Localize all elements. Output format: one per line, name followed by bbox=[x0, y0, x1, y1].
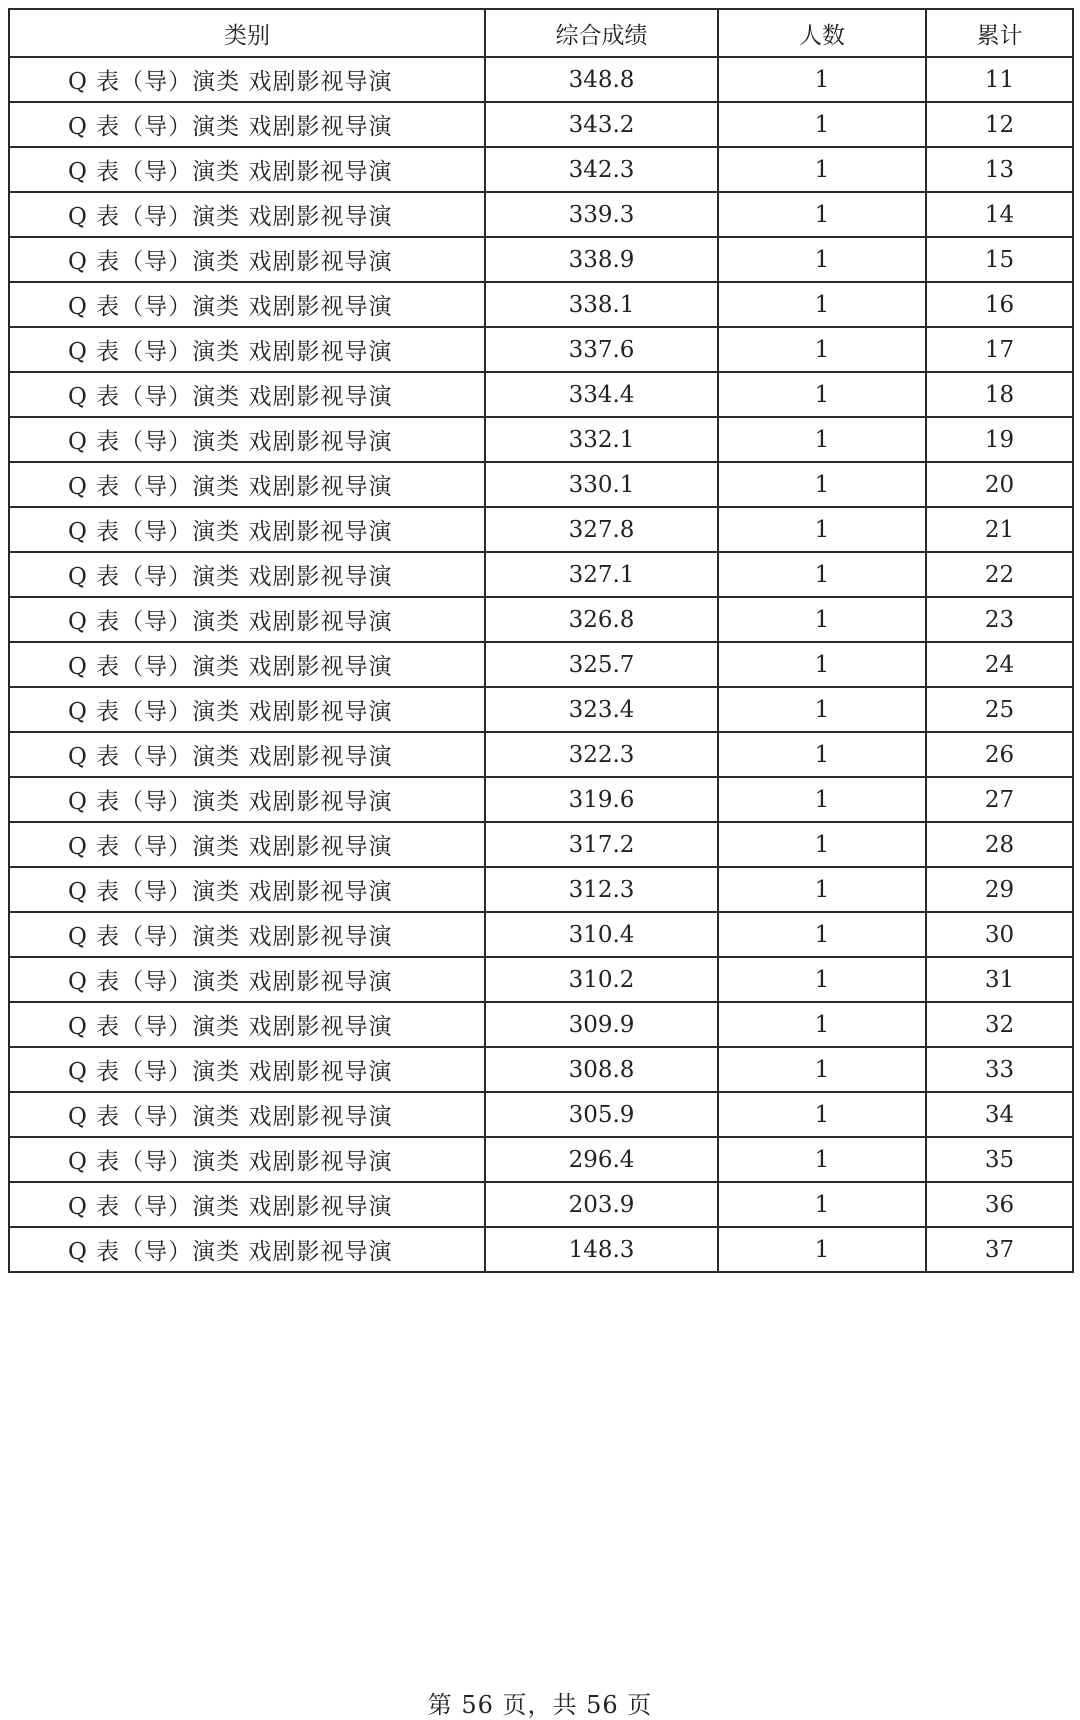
table-row bbox=[9, 732, 1073, 777]
cell-cumulative: 27 bbox=[926, 777, 1073, 822]
cell-count: 1 bbox=[718, 777, 926, 822]
table-row bbox=[9, 192, 1073, 237]
cell-category: Q 表（导）演类 戏剧影视导演 bbox=[9, 102, 485, 147]
page-number: 第 56 页，共 56 页 bbox=[427, 1691, 653, 1719]
cell-score: 203.9 bbox=[485, 1182, 718, 1227]
table-row bbox=[9, 57, 1073, 102]
cell-count: 1 bbox=[718, 552, 926, 597]
cell-score: 319.6 bbox=[485, 777, 718, 822]
cell-cumulative: 33 bbox=[926, 1047, 1073, 1092]
table-row bbox=[9, 417, 1073, 462]
table-row bbox=[9, 912, 1073, 957]
cell-cumulative: 30 bbox=[926, 912, 1073, 957]
table-row bbox=[9, 957, 1073, 1002]
table-row bbox=[9, 327, 1073, 372]
cell-category: Q 表（导）演类 戏剧影视导演 bbox=[9, 687, 485, 732]
header-count: 人数 bbox=[718, 9, 926, 57]
table-row bbox=[9, 1092, 1073, 1137]
cell-score: 312.3 bbox=[485, 867, 718, 912]
cell-category: Q 表（导）演类 戏剧影视导演 bbox=[9, 147, 485, 192]
cell-cumulative: 15 bbox=[926, 237, 1073, 282]
table-row bbox=[9, 1137, 1073, 1182]
cell-score: 327.1 bbox=[485, 552, 718, 597]
cell-cumulative: 35 bbox=[926, 1137, 1073, 1182]
table-row bbox=[9, 372, 1073, 417]
cell-cumulative: 28 bbox=[926, 822, 1073, 867]
table-row bbox=[9, 687, 1073, 732]
table-row bbox=[9, 822, 1073, 867]
cell-cumulative: 36 bbox=[926, 1182, 1073, 1227]
cell-count: 1 bbox=[718, 237, 926, 282]
cell-category: Q 表（导）演类 戏剧影视导演 bbox=[9, 1227, 485, 1272]
cell-category: Q 表（导）演类 戏剧影视导演 bbox=[9, 732, 485, 777]
table-row bbox=[9, 1047, 1073, 1092]
cell-count: 1 bbox=[718, 192, 926, 237]
cell-count: 1 bbox=[718, 1002, 926, 1047]
table-row bbox=[9, 462, 1073, 507]
cell-category: Q 表（导）演类 戏剧影视导演 bbox=[9, 372, 485, 417]
header-cumulative: 累计 bbox=[926, 9, 1073, 57]
cell-cumulative: 23 bbox=[926, 597, 1073, 642]
cell-category: Q 表（导）演类 戏剧影视导演 bbox=[9, 417, 485, 462]
cell-count: 1 bbox=[718, 687, 926, 732]
table-row bbox=[9, 552, 1073, 597]
cell-cumulative: 20 bbox=[926, 462, 1073, 507]
cell-category: Q 表（导）演类 戏剧影视导演 bbox=[9, 57, 485, 102]
cell-cumulative: 13 bbox=[926, 147, 1073, 192]
cell-cumulative: 12 bbox=[926, 102, 1073, 147]
cell-count: 1 bbox=[718, 1092, 926, 1137]
cell-score: 334.4 bbox=[485, 372, 718, 417]
cell-category: Q 表（导）演类 戏剧影视导演 bbox=[9, 507, 485, 552]
cell-score: 325.7 bbox=[485, 642, 718, 687]
cell-count: 1 bbox=[718, 912, 926, 957]
cell-category: Q 表（导）演类 戏剧影视导演 bbox=[9, 1047, 485, 1092]
table-body bbox=[9, 57, 1073, 1272]
cell-score: 323.4 bbox=[485, 687, 718, 732]
cell-category: Q 表（导）演类 戏剧影视导演 bbox=[9, 777, 485, 822]
cell-cumulative: 14 bbox=[926, 192, 1073, 237]
cell-score: 317.2 bbox=[485, 822, 718, 867]
table-row bbox=[9, 1002, 1073, 1047]
cell-score: 339.3 bbox=[485, 192, 718, 237]
table-row bbox=[9, 1227, 1073, 1272]
cell-count: 1 bbox=[718, 822, 926, 867]
cell-score: 309.9 bbox=[485, 1002, 718, 1047]
cell-count: 1 bbox=[718, 462, 926, 507]
table-row bbox=[9, 642, 1073, 687]
cell-cumulative: 34 bbox=[926, 1092, 1073, 1137]
cell-cumulative: 22 bbox=[926, 552, 1073, 597]
cell-cumulative: 19 bbox=[926, 417, 1073, 462]
cell-cumulative: 37 bbox=[926, 1227, 1073, 1272]
cell-category: Q 表（导）演类 戏剧影视导演 bbox=[9, 867, 485, 912]
cell-category: Q 表（导）演类 戏剧影视导演 bbox=[9, 1092, 485, 1137]
cell-cumulative: 25 bbox=[926, 687, 1073, 732]
cell-score: 330.1 bbox=[485, 462, 718, 507]
cell-count: 1 bbox=[718, 372, 926, 417]
cell-category: Q 表（导）演类 戏剧影视导演 bbox=[9, 237, 485, 282]
table-row bbox=[9, 597, 1073, 642]
cell-count: 1 bbox=[718, 1137, 926, 1182]
cell-count: 1 bbox=[718, 597, 926, 642]
cell-category: Q 表（导）演类 戏剧影视导演 bbox=[9, 552, 485, 597]
cell-count: 1 bbox=[718, 1227, 926, 1272]
cell-count: 1 bbox=[718, 507, 926, 552]
cell-cumulative: 18 bbox=[926, 372, 1073, 417]
cell-category: Q 表（导）演类 戏剧影视导演 bbox=[9, 597, 485, 642]
header-category: 类别 bbox=[9, 9, 485, 57]
cell-count: 1 bbox=[718, 282, 926, 327]
cell-score: 338.1 bbox=[485, 282, 718, 327]
cell-count: 1 bbox=[718, 57, 926, 102]
cell-score: 322.3 bbox=[485, 732, 718, 777]
score-table bbox=[8, 8, 1074, 1273]
cell-category: Q 表（导）演类 戏剧影视导演 bbox=[9, 822, 485, 867]
cell-score: 148.3 bbox=[485, 1227, 718, 1272]
table-row bbox=[9, 507, 1073, 552]
header-row bbox=[9, 9, 1073, 57]
cell-cumulative: 16 bbox=[926, 282, 1073, 327]
cell-category: Q 表（导）演类 戏剧影视导演 bbox=[9, 192, 485, 237]
cell-cumulative: 29 bbox=[926, 867, 1073, 912]
cell-cumulative: 17 bbox=[926, 327, 1073, 372]
cell-category: Q 表（导）演类 戏剧影视导演 bbox=[9, 1002, 485, 1047]
header-score: 综合成绩 bbox=[485, 9, 718, 57]
cell-count: 1 bbox=[718, 327, 926, 372]
cell-count: 1 bbox=[718, 1047, 926, 1092]
cell-cumulative: 26 bbox=[926, 732, 1073, 777]
cell-cumulative: 24 bbox=[926, 642, 1073, 687]
cell-category: Q 表（导）演类 戏剧影视导演 bbox=[9, 282, 485, 327]
cell-score: 332.1 bbox=[485, 417, 718, 462]
cell-score: 308.8 bbox=[485, 1047, 718, 1092]
table-row bbox=[9, 777, 1073, 822]
cell-count: 1 bbox=[718, 1182, 926, 1227]
cell-cumulative: 11 bbox=[926, 57, 1073, 102]
cell-score: 338.9 bbox=[485, 237, 718, 282]
cell-cumulative: 21 bbox=[926, 507, 1073, 552]
cell-cumulative: 32 bbox=[926, 1002, 1073, 1047]
cell-category: Q 表（导）演类 戏剧影视导演 bbox=[9, 1182, 485, 1227]
cell-count: 1 bbox=[718, 642, 926, 687]
cell-cumulative: 31 bbox=[926, 957, 1073, 1002]
cell-category: Q 表（导）演类 戏剧影视导演 bbox=[9, 327, 485, 372]
table-row bbox=[9, 237, 1073, 282]
cell-score: 310.2 bbox=[485, 957, 718, 1002]
table-row bbox=[9, 147, 1073, 192]
cell-count: 1 bbox=[718, 732, 926, 777]
cell-category: Q 表（导）演类 戏剧影视导演 bbox=[9, 642, 485, 687]
table-row bbox=[9, 282, 1073, 327]
table-header bbox=[9, 9, 1073, 57]
table-row bbox=[9, 1182, 1073, 1227]
cell-score: 310.4 bbox=[485, 912, 718, 957]
cell-score: 348.8 bbox=[485, 57, 718, 102]
cell-count: 1 bbox=[718, 867, 926, 912]
cell-category: Q 表（导）演类 戏剧影视导演 bbox=[9, 462, 485, 507]
cell-count: 1 bbox=[718, 102, 926, 147]
cell-score: 343.2 bbox=[485, 102, 718, 147]
table-row bbox=[9, 102, 1073, 147]
cell-score: 326.8 bbox=[485, 597, 718, 642]
cell-category: Q 表（导）演类 戏剧影视导演 bbox=[9, 957, 485, 1002]
cell-score: 305.9 bbox=[485, 1092, 718, 1137]
cell-score: 337.6 bbox=[485, 327, 718, 372]
cell-score: 296.4 bbox=[485, 1137, 718, 1182]
cell-count: 1 bbox=[718, 417, 926, 462]
cell-count: 1 bbox=[718, 957, 926, 1002]
table-row bbox=[9, 867, 1073, 912]
cell-count: 1 bbox=[718, 147, 926, 192]
cell-score: 327.8 bbox=[485, 507, 718, 552]
cell-category: Q 表（导）演类 戏剧影视导演 bbox=[9, 912, 485, 957]
cell-category: Q 表（导）演类 戏剧影视导演 bbox=[9, 1137, 485, 1182]
cell-score: 342.3 bbox=[485, 147, 718, 192]
